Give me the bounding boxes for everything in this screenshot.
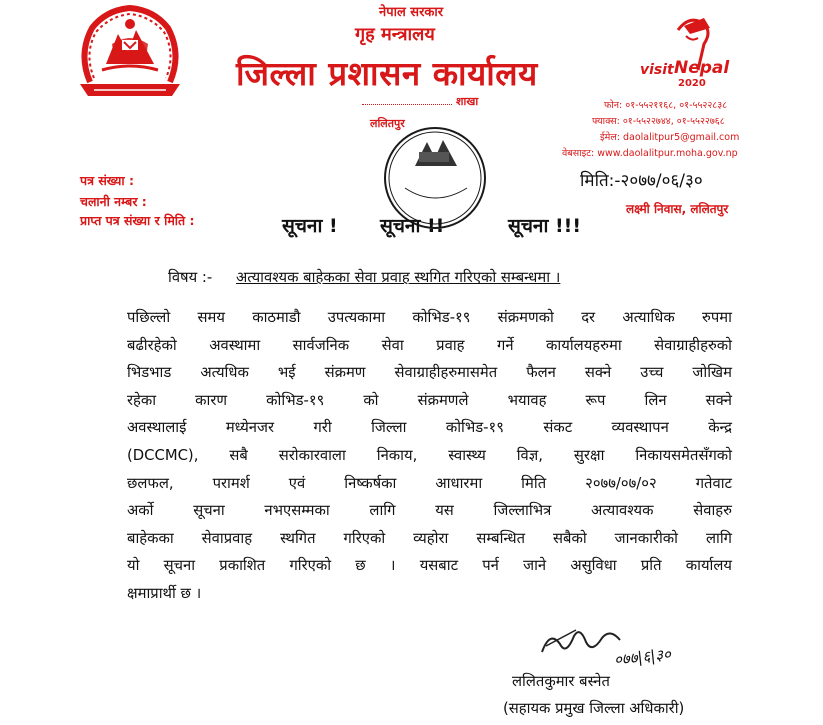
body-line: अवस्थालाई मध्येनजर गरी जिल्ला कोभिड-१९ संकट व्यवस्थापन केन्द्र: [127, 419, 732, 437]
body-line: बाहेकका सेवाप्रवाह स्थगित गरिएको व्यहोरा सम्बन्धित सबैको जानकारीको लागि: [127, 529, 732, 547]
signatory-name: ललितकुमार बस्नेत: [512, 673, 610, 690]
signatory-designation: (सहायक प्रमुख जिल्ला अधिकारी): [503, 700, 685, 717]
nepal-emblem-logo: [72, 4, 188, 104]
notice-heading-1: सूचना !: [282, 215, 338, 237]
office-location: ललितपुर: [370, 117, 405, 130]
letter-date: मिति:-२०७७/०६/३०: [580, 171, 703, 191]
branch-label: शाखा: [456, 95, 479, 108]
body-line: अर्को सूचना नभएसम्मका लागि यस जिल्लाभित्र अत्यावश्यक सेवाहरु: [127, 502, 732, 520]
body-line: छलफल, परामर्श एवं निष्कर्षका आधारमा मिति २०७७/०७/०२ गतेवाट: [127, 474, 732, 492]
contact-email: ईमेल: daolalitpur5@gmail.com: [600, 132, 740, 143]
contact-website: वेबसाइट: www.daolalitpur.moha.gov.np: [562, 148, 738, 159]
body-line: यो सूचना प्रकाशित गरिएको छ । यसबाट पर्न जाने असुविधा प्रति कार्यालय: [127, 557, 732, 575]
body-line: क्षमाप्रार्थी छ ।: [127, 584, 202, 602]
body-line: भिडभाड अत्यधिक भई संक्रमण सेवाग्राहीहरुमासमेत फैलन सक्ने उच्च जोखिम: [127, 364, 732, 382]
notice-heading-2: सूचना !!: [380, 215, 445, 237]
office-title: जिल्ला प्रशासन कार्यालय: [236, 54, 538, 93]
body-line: पछिल्लो समय काठमाडौ उपत्यकामा कोभिड-१९ संक्रमणको दर अत्याधिक रुपमा: [127, 309, 732, 326]
notice-heading-3: सूचना !!!: [508, 215, 581, 237]
body-line: रहेका कारण कोभिड-१९ को संक्रमणले भयावह रूप लिन सक्ने: [127, 391, 732, 409]
office-address: लक्ष्मी निवास, ललितपुर: [626, 202, 729, 216]
visit-word: visit: [640, 62, 674, 78]
nepal-word: Nepal: [674, 58, 730, 78]
visit-nepal-2020-logo: [638, 12, 748, 92]
body-line: बढीरहेको अवस्थामा सार्वजनिक सेवा प्रवाह गर्ने कार्यालयहरुमा सेवाग्राहीहरुको: [127, 336, 732, 354]
branch-dotted-line: [362, 104, 452, 105]
government-name: नेपाल सरकार: [379, 5, 444, 20]
ministry-name: गृह मन्त्रालय: [355, 24, 435, 45]
body-line: (DCCMC), सबै सरोकारवाला निकाय, स्वास्थ्य विज्ञ, सुरक्षा निकायसमेतसँगको: [127, 446, 732, 464]
subject-label: विषय :-: [168, 269, 213, 286]
notice-body: [127, 304, 732, 608]
letter-number-label: पत्र संख्या :: [80, 173, 134, 188]
year-2020: 2020: [678, 78, 706, 89]
dispatch-number-label: चलानी नम्बर :: [80, 194, 147, 209]
contact-fax: फ्याक्स: ०१-५५२२७४४, ०१-५५२२७६८: [592, 116, 725, 127]
received-letter-label: प्राप्त पत्र संख्या र मिति :: [80, 213, 195, 228]
contact-phone: फोन: ०१-५५२११६८, ०१-५५२२८३८: [604, 100, 728, 111]
subject-text: अत्यावश्यक बाहेकका सेवा प्रवाह स्थगित गरिएको सम्बन्धमा ।: [236, 269, 561, 286]
signature-date: ०७७|६|३०: [613, 645, 672, 669]
